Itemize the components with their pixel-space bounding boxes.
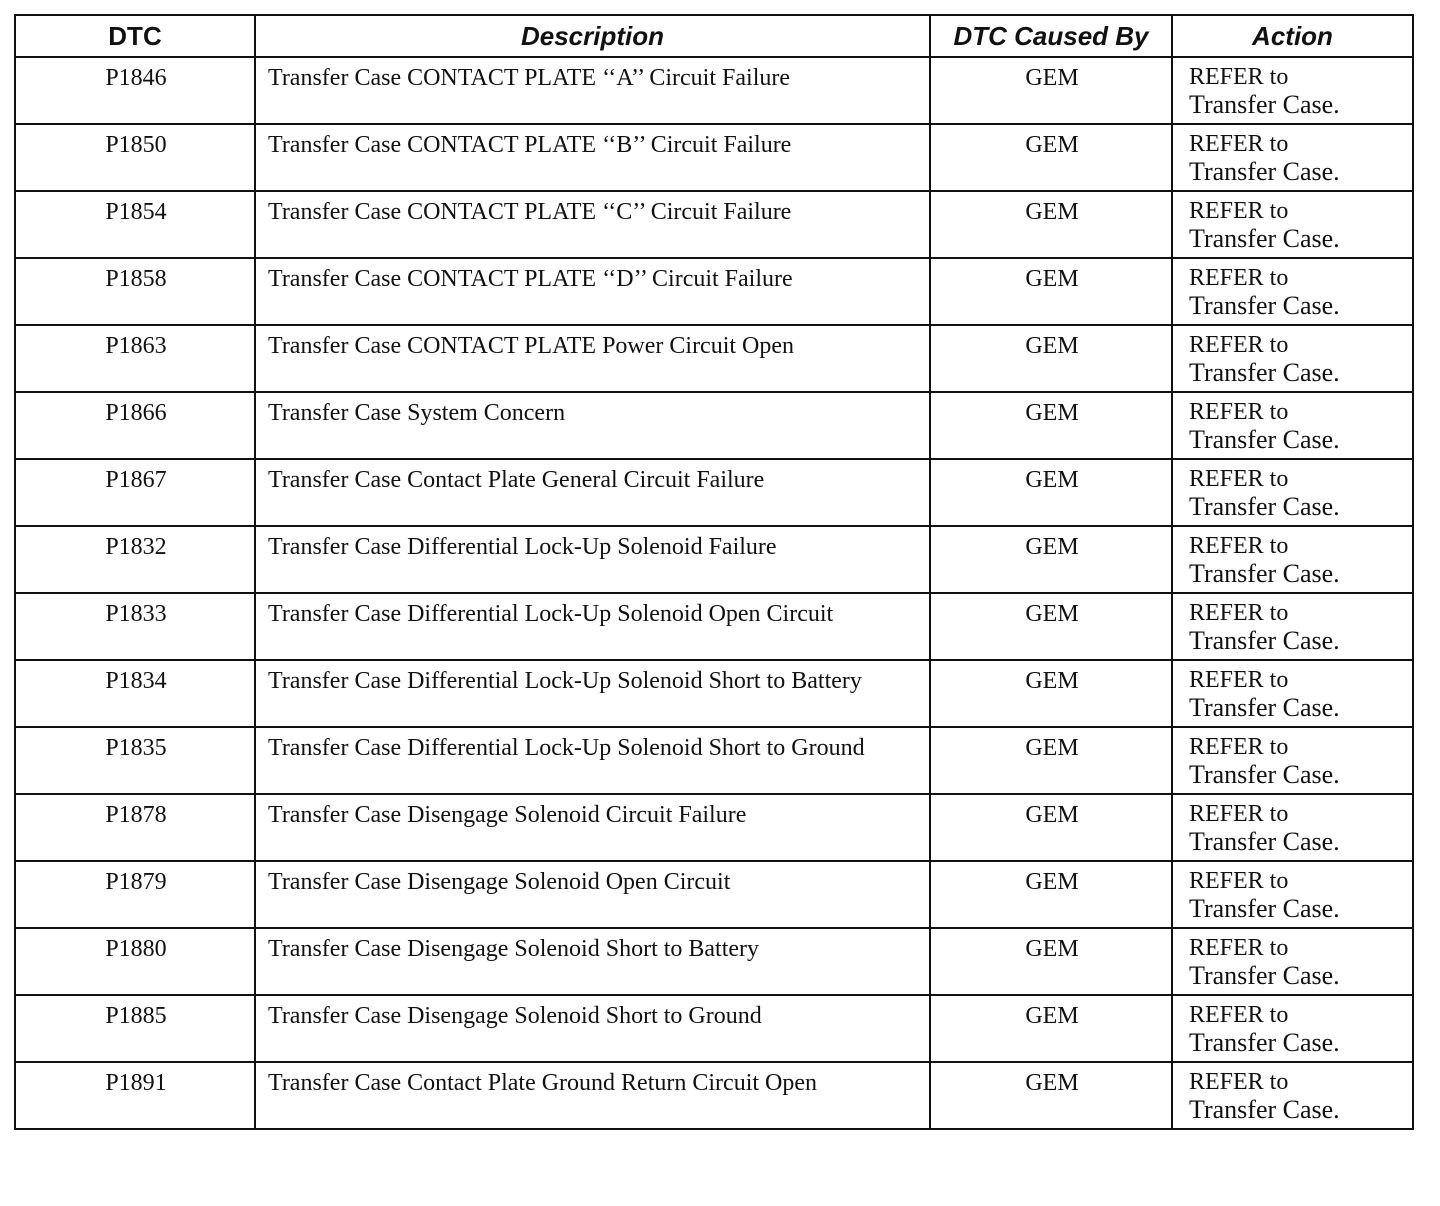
dtc-code: P1879 <box>15 861 255 928</box>
header-description: Description <box>255 15 930 57</box>
action-line-1: REFER to <box>1189 801 1289 827</box>
dtc-caused-by: GEM <box>930 727 1172 794</box>
action-line-1: REFER to <box>1189 868 1289 894</box>
table-header <box>15 15 1413 57</box>
dtc-caused-by: GEM <box>930 526 1172 593</box>
dtc-caused-by: GEM <box>930 191 1172 258</box>
dtc-action <box>1172 794 1413 861</box>
dtc-caused-by: GEM <box>930 593 1172 660</box>
action-line-1: REFER to <box>1189 399 1289 425</box>
dtc-description: Transfer Case Contact Plate General Circuit Failure <box>255 459 930 526</box>
dtc-caused-by: GEM <box>930 660 1172 727</box>
dtc-description: Transfer Case CONTACT PLATE ‘‘C’’ Circuit Failure <box>255 191 930 258</box>
dtc-description: Transfer Case Disengage Solenoid Short to Battery <box>255 928 930 995</box>
dtc-code: P1866 <box>15 392 255 459</box>
dtc-code: P1850 <box>15 124 255 191</box>
action-line-2: Transfer Case. <box>1189 626 1340 655</box>
dtc-code: P1834 <box>15 660 255 727</box>
table-row <box>15 861 1413 928</box>
action-line-2: Transfer Case. <box>1189 90 1340 119</box>
dtc-table <box>14 14 1414 1130</box>
dtc-action <box>1172 1062 1413 1129</box>
header-action: Action <box>1172 15 1413 57</box>
dtc-description: Transfer Case CONTACT PLATE ‘‘B’’ Circuit Failure <box>255 124 930 191</box>
action-line-1: REFER to <box>1189 935 1289 961</box>
action-line-1: REFER to <box>1189 1069 1289 1095</box>
dtc-action <box>1172 861 1413 928</box>
dtc-description: Transfer Case Contact Plate Ground Return Circuit Open <box>255 1062 930 1129</box>
header-row <box>15 15 1413 57</box>
dtc-caused-by: GEM <box>930 258 1172 325</box>
header-dtc: DTC <box>15 15 255 57</box>
action-line-1: REFER to <box>1189 667 1289 693</box>
dtc-description: Transfer Case CONTACT PLATE ‘‘A’’ Circuit Failure <box>255 57 930 124</box>
action-line-2: Transfer Case. <box>1189 559 1340 588</box>
dtc-code: P1858 <box>15 258 255 325</box>
action-line-2: Transfer Case. <box>1189 358 1340 387</box>
action-line-2: Transfer Case. <box>1189 425 1340 454</box>
dtc-code: P1878 <box>15 794 255 861</box>
dtc-action <box>1172 928 1413 995</box>
action-line-2: Transfer Case. <box>1189 827 1340 856</box>
dtc-code: P1891 <box>15 1062 255 1129</box>
action-line-2: Transfer Case. <box>1189 760 1340 789</box>
dtc-action <box>1172 593 1413 660</box>
dtc-caused-by: GEM <box>930 124 1172 191</box>
dtc-description: Transfer Case Disengage Solenoid Short to Ground <box>255 995 930 1062</box>
table-row <box>15 995 1413 1062</box>
dtc-code: P1880 <box>15 928 255 995</box>
dtc-code: P1867 <box>15 459 255 526</box>
action-line-1: REFER to <box>1189 198 1289 224</box>
action-line-2: Transfer Case. <box>1189 224 1340 253</box>
action-line-1: REFER to <box>1189 64 1289 90</box>
action-line-2: Transfer Case. <box>1189 894 1340 923</box>
dtc-code: P1863 <box>15 325 255 392</box>
header-caused-by: DTC Caused By <box>930 15 1172 57</box>
dtc-code: P1854 <box>15 191 255 258</box>
table-row <box>15 392 1413 459</box>
table-row <box>15 794 1413 861</box>
action-line-2: Transfer Case. <box>1189 1028 1340 1057</box>
action-line-1: REFER to <box>1189 533 1289 559</box>
dtc-action <box>1172 258 1413 325</box>
table-row <box>15 1062 1413 1129</box>
table-row <box>15 459 1413 526</box>
dtc-code: P1832 <box>15 526 255 593</box>
dtc-description: Transfer Case Differential Lock-Up Solenoid Failure <box>255 526 930 593</box>
dtc-caused-by: GEM <box>930 1062 1172 1129</box>
dtc-caused-by: GEM <box>930 794 1172 861</box>
table-body <box>15 57 1413 1129</box>
dtc-description: Transfer Case CONTACT PLATE Power Circuit Open <box>255 325 930 392</box>
dtc-description: Transfer Case Disengage Solenoid Open Circuit <box>255 861 930 928</box>
dtc-action <box>1172 995 1413 1062</box>
action-line-2: Transfer Case. <box>1189 693 1340 722</box>
dtc-action <box>1172 124 1413 191</box>
dtc-caused-by: GEM <box>930 392 1172 459</box>
dtc-code: P1885 <box>15 995 255 1062</box>
dtc-code: P1846 <box>15 57 255 124</box>
dtc-description: Transfer Case System Concern <box>255 392 930 459</box>
table-row <box>15 928 1413 995</box>
dtc-caused-by: GEM <box>930 57 1172 124</box>
table-row <box>15 593 1413 660</box>
action-line-1: REFER to <box>1189 1002 1289 1028</box>
action-line-1: REFER to <box>1189 332 1289 358</box>
table-row <box>15 57 1413 124</box>
action-line-2: Transfer Case. <box>1189 291 1340 320</box>
table-row <box>15 191 1413 258</box>
dtc-code: P1835 <box>15 727 255 794</box>
dtc-description: Transfer Case Differential Lock-Up Solenoid Open Circuit <box>255 593 930 660</box>
dtc-description: Transfer Case Differential Lock-Up Solenoid Short to Ground <box>255 727 930 794</box>
dtc-action <box>1172 191 1413 258</box>
dtc-action <box>1172 459 1413 526</box>
action-line-2: Transfer Case. <box>1189 492 1340 521</box>
table-row <box>15 124 1413 191</box>
table-row <box>15 526 1413 593</box>
dtc-description: Transfer Case CONTACT PLATE ‘‘D’’ Circuit Failure <box>255 258 930 325</box>
dtc-caused-by: GEM <box>930 459 1172 526</box>
table-row <box>15 258 1413 325</box>
dtc-description: Transfer Case Disengage Solenoid Circuit Failure <box>255 794 930 861</box>
action-line-2: Transfer Case. <box>1189 961 1340 990</box>
dtc-action <box>1172 727 1413 794</box>
action-line-2: Transfer Case. <box>1189 157 1340 186</box>
dtc-code: P1833 <box>15 593 255 660</box>
table-row <box>15 660 1413 727</box>
dtc-caused-by: GEM <box>930 928 1172 995</box>
table-row <box>15 325 1413 392</box>
action-line-1: REFER to <box>1189 131 1289 157</box>
action-line-1: REFER to <box>1189 734 1289 760</box>
table-row <box>15 727 1413 794</box>
dtc-action <box>1172 325 1413 392</box>
action-line-1: REFER to <box>1189 466 1289 492</box>
dtc-action <box>1172 57 1413 124</box>
action-line-1: REFER to <box>1189 265 1289 291</box>
action-line-2: Transfer Case. <box>1189 1095 1340 1124</box>
dtc-description: Transfer Case Differential Lock-Up Solenoid Short to Battery <box>255 660 930 727</box>
dtc-action <box>1172 660 1413 727</box>
dtc-caused-by: GEM <box>930 995 1172 1062</box>
action-line-1: REFER to <box>1189 600 1289 626</box>
dtc-caused-by: GEM <box>930 861 1172 928</box>
dtc-caused-by: GEM <box>930 325 1172 392</box>
dtc-action <box>1172 392 1413 459</box>
dtc-action <box>1172 526 1413 593</box>
